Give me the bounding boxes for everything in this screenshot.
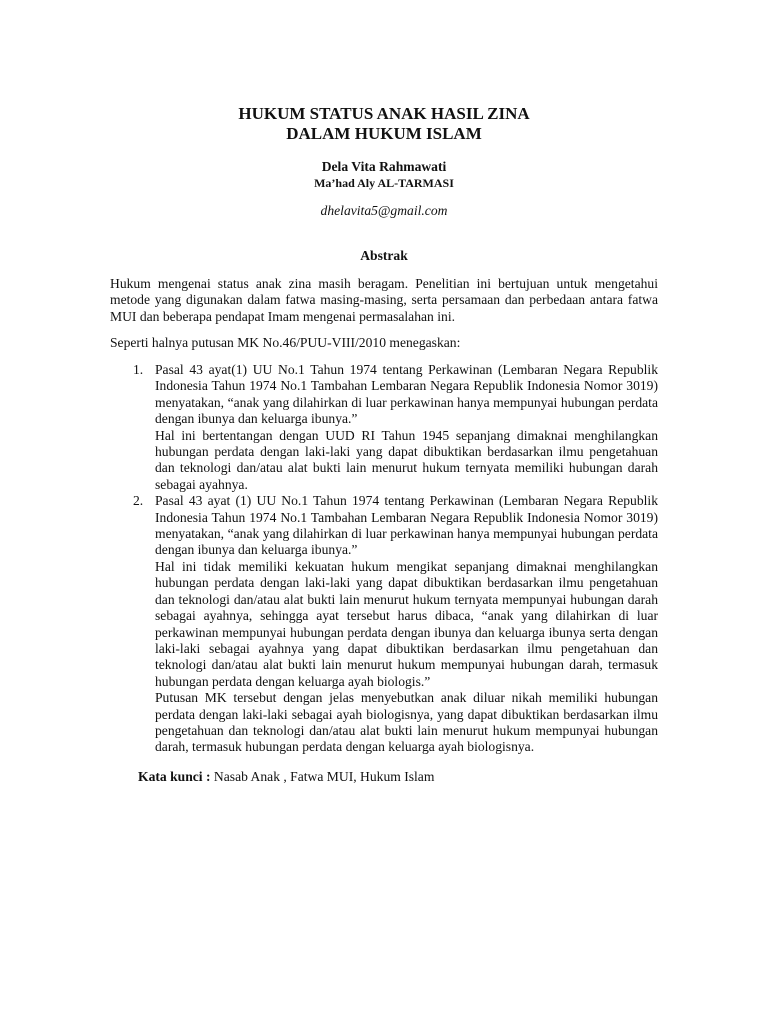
paper-title <box>0 104 768 144</box>
list-item-paragraph: Hal ini bertentangan dengan UUD RI Tahun 1945 sepanjang dimaknai menghilangkan hubungan perdata dengan laki-laki yang dapat dibuktikan berdasarkan ilmu pengetahuan dan teknologi dan/atau alat bukti lain menurut hukum ternyata memiliki hubungan darah sebagai ayahnya. <box>155 427 658 492</box>
keywords-label: Kata kunci : <box>138 769 211 784</box>
author-email: dhelavita5@gmail.com <box>320 203 448 218</box>
title-line-1: HUKUM STATUS ANAK HASIL ZINA <box>238 104 530 123</box>
list-item-number: 2. <box>133 493 144 509</box>
abstract-paragraph-2: Seperti halnya putusan MK No.46/PUU-VIII/2010 menegaskan: <box>110 335 461 350</box>
list-item-paragraph: Hal ini tidak memiliki kekuatan hukum mengikat sepanjang dimaknai menghilangkan hubungan perdata dengan laki-laki yang dapat dibuktikan berdasarkan ilmu pengetahuan dan teknologi dan/atau alat bukti lain menurut hukum ternyata mempunyai hubungan darah sebagai ayahnya, sehingga ayat tersebut harus dibaca, “anak yang dilahirkan di luar perkawinan mempunyai hubungan perdata dengan ibunya dan keluarga ibunya serta dengan laki-laki sebagai ayahnya yang dapat dibuktikan berdasarkan ilmu pengetahuan dan teknologi dan/atau alat bukti lain menurut hukum mempunyai hubungan darah, termasuk hubungan perdata dengan keluarga ayah biologis.” <box>155 558 658 689</box>
list-item-paragraph: Pasal 43 ayat(1) UU No.1 Tahun 1974 tentang Perkawinan (Lembaran Negara Republik Indonesia Tahun 1974 No.1 Tambahan Lembaran Negara Republik Indonesia Nomor 3019) menyatakan, “anak yang dilahirkan di luar perkawinan hanya mempunyai hubungan perdata dengan ibunya dan keluarga ibunya.” <box>155 362 658 427</box>
abstract-paragraph-1: Hukum mengenai status anak zina masih beragam. Penelitian ini bertujuan untuk mengetahui metode yang digunakan dalam fatwa masing-masing, serta persamaan dan perbedaan antara fatwa MUI dan beberapa pendapat Imam mengenai permasalahan ini. <box>110 276 658 324</box>
keywords <box>138 769 434 785</box>
author-affiliation: Ma’had Aly AL-TARMASI <box>314 176 454 190</box>
list-item-number: 1. <box>133 362 144 377</box>
list-item <box>110 493 658 756</box>
list-item <box>110 362 658 493</box>
keywords-value: Nasab Anak , Fatwa MUI, Hukum Islam <box>213 769 435 784</box>
author-name: Dela Vita Rahmawati <box>321 159 447 174</box>
list-item-paragraph: Pasal 43 ayat (1) UU No.1 Tahun 1974 tentang Perkawinan (Lembaran Negara Republik Indonesia Tahun 1974 No.1 Tambahan Lembaran Negara Republik Indonesia Nomor 3019) menyatakan, “anak yang dilahirkan di luar perkawinan hanya mempunyai hubungan perdata dengan ibunya dan keluarga ibunya.” <box>155 493 658 558</box>
list-item-paragraph: Putusan MK tersebut dengan jelas menyebutkan anak diluar nikah memiliki hubungan perdata dengan laki-laki sebagai ayah biologisnya, yang dapat dibuktikan berdasarkan ilmu pengetahuan dan teknologi dan/atau alat bukti lain menurut hukum mempunyai hubungan darah, termasuk hubungan perdata dengan keluarga ayah biologisnya. <box>155 690 658 755</box>
title-line-2: DALAM HUKUM ISLAM <box>286 124 482 143</box>
abstract-heading: Abstrak <box>360 248 408 263</box>
ruling-list <box>110 362 658 756</box>
